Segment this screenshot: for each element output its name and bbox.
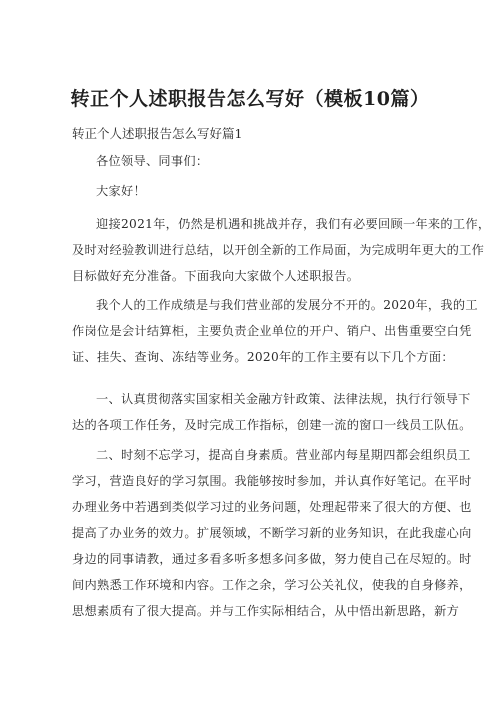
document-subtitle: 转正个人述职报告怎么写好篇1 xyxy=(72,126,243,141)
greeting-line: 大家好！ xyxy=(96,184,146,198)
paragraph-1-line-1: 迎接2021年，仍然是机遇和挑战并存，我们有必要回顾一年来的工作， xyxy=(96,217,491,231)
paragraph-4-line-3: 办理业务中若遇到类似学习过的业务问题，处理起带来了很大的方便、也 xyxy=(72,500,472,514)
paragraph-4-line-7: 思想素质有了很大提高。并与工作实际相结合，从中悟出新思路，新方 xyxy=(72,604,460,618)
paragraph-4-line-2: 学习，营造良好的学习氛围。我能够按时参加，并认真作好笔记。在平时 xyxy=(72,474,472,488)
document-title: 转正个人述职报告怎么写好（模板10篇） xyxy=(70,88,430,110)
paragraph-4-line-4: 提高了办业务的效力。扩展领域，不断学习新的业务知识，在此我虚心向 xyxy=(72,526,472,540)
paragraph-1-line-3: 目标做好充分准备。下面我向大家做个人述职报告。 xyxy=(72,269,360,283)
paragraph-1-line-2: 及时对经验教训进行总结，以开创全新的工作局面，为完成明年更大的工作 xyxy=(72,243,485,257)
paragraph-2-line-1: 我个人的工作成绩是与我们营业部的发展分不开的。2020年，我的工 xyxy=(96,298,478,312)
paragraph-2-line-2: 作岗位是会计结算柜，主要负责企业单位的开户、销户、出售重要空白凭 xyxy=(72,324,472,338)
paragraph-3-line-2: 达的各项工作任务，及时完成工作指标，创建一流的窗口一线员工队伍。 xyxy=(72,418,472,432)
salutation-line: 各位领导、同事们： xyxy=(96,154,209,168)
paragraph-4-line-6: 间内熟悉工作环境和内容。工作之余，学习公关礼仪，使我的自身修养， xyxy=(72,578,472,592)
paragraph-2-line-3: 证、挂失、查询、冻结等业务。2020年的工作主要有以下几个方面： xyxy=(72,350,454,364)
paragraph-4-line-5: 身边的同事请教，通过多看多听多想多问多做，努力使自己在尽短的。时 xyxy=(72,552,472,566)
paragraph-4-line-1: 二、时刻不忘学习，提高自身素质。营业部内每星期四都会组织员工 xyxy=(96,448,471,462)
paragraph-3-line-1: 一、认真贯彻落实国家相关金融方针政策、法律法规，执行行领导下 xyxy=(96,392,471,406)
